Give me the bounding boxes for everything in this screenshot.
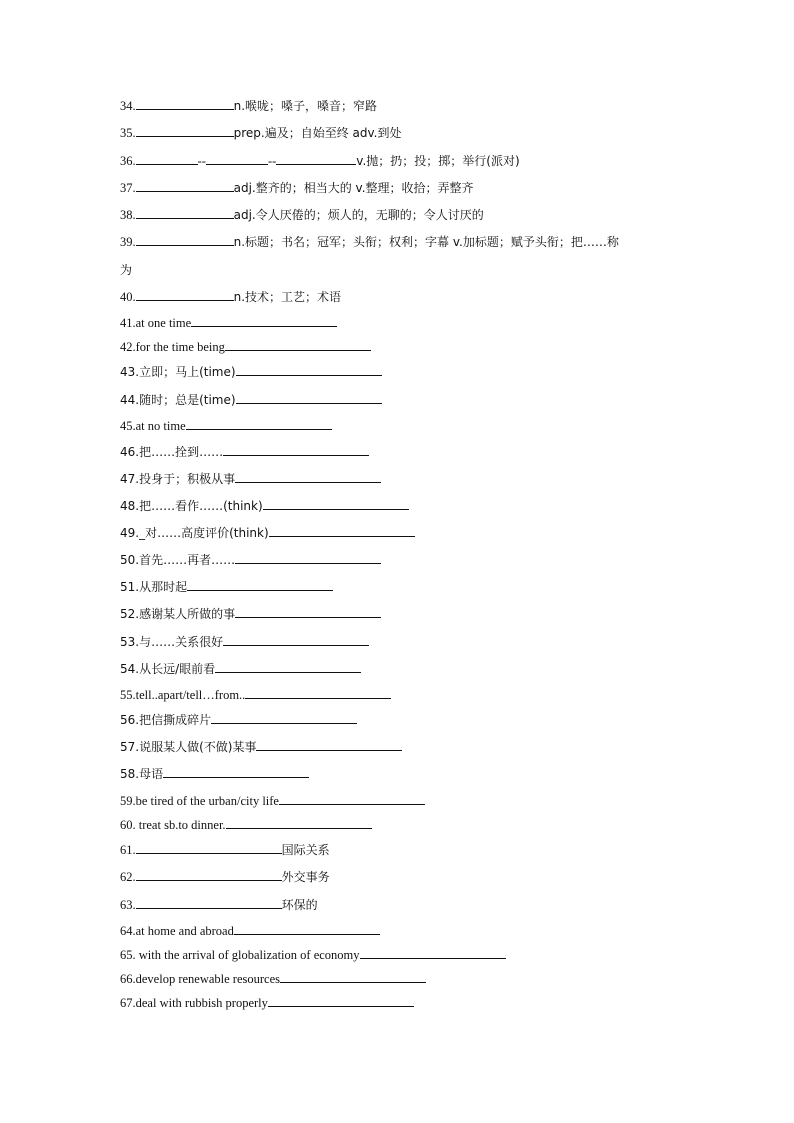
item-number: 61. xyxy=(120,843,136,857)
answer-blank[interactable] xyxy=(163,765,309,778)
item-prompt: 48.把……看作……(think) xyxy=(120,499,263,513)
item-50 xyxy=(120,551,381,568)
answer-blank[interactable] xyxy=(279,792,425,805)
answer-blank[interactable] xyxy=(136,97,234,110)
item-prompt: 60. treat sb.to dinner. xyxy=(120,818,226,832)
item-39-continuation: 为 xyxy=(120,263,133,277)
item-definition: adj.令人厌倦的；烦人的，无聊的；令人讨厌的 xyxy=(233,208,484,222)
item-number: 37. xyxy=(120,181,136,195)
answer-blank[interactable] xyxy=(256,738,402,751)
item-prompt: 43.立即；马上(time) xyxy=(120,365,236,379)
item-62 xyxy=(120,868,330,885)
answer-blank[interactable] xyxy=(245,686,391,699)
separator: -- xyxy=(267,154,277,168)
separator: -- xyxy=(197,154,206,168)
item-number: 35. xyxy=(120,126,136,140)
item-44 xyxy=(120,391,382,408)
item-prompt: 54.从长远/眼前看 xyxy=(120,662,216,676)
answer-blank[interactable] xyxy=(236,391,382,404)
item-34 xyxy=(120,97,377,114)
item-prompt: 55.tell..apart/tell…from.. xyxy=(120,688,246,702)
answer-blank[interactable] xyxy=(235,551,381,564)
answer-blank[interactable] xyxy=(280,970,426,983)
item-41 xyxy=(120,314,337,331)
answer-blank[interactable] xyxy=(136,206,234,219)
item-prompt: 52.感谢某人所做的事 xyxy=(120,607,236,621)
item-46 xyxy=(120,443,369,460)
answer-blank[interactable] xyxy=(136,868,282,881)
item-prompt: 51.从那时起 xyxy=(120,580,188,594)
item-45 xyxy=(120,417,332,434)
answer-blank[interactable] xyxy=(215,660,361,673)
item-definition: 国际关系 xyxy=(281,843,330,857)
item-53 xyxy=(120,633,369,650)
answer-blank[interactable] xyxy=(276,152,356,165)
item-58 xyxy=(120,765,309,782)
answer-blank[interactable] xyxy=(226,816,372,829)
item-prompt: 66.develop renewable resources xyxy=(120,972,280,986)
item-prompt: 41.at one time xyxy=(120,316,192,330)
answer-blank[interactable] xyxy=(234,922,380,935)
answer-blank[interactable] xyxy=(187,578,333,591)
item-47 xyxy=(120,470,381,487)
item-number: 34. xyxy=(120,99,136,113)
item-number: 40. xyxy=(120,290,136,304)
answer-blank[interactable] xyxy=(225,338,371,351)
item-prompt: 42.for the time being xyxy=(120,340,225,354)
item-number: 38. xyxy=(120,208,136,222)
item-59 xyxy=(120,792,425,809)
item-66 xyxy=(120,970,426,987)
item-54 xyxy=(120,660,361,677)
item-65 xyxy=(120,946,506,963)
answer-blank[interactable] xyxy=(236,363,382,376)
item-37 xyxy=(120,179,474,196)
item-definition: prep.遍及；自始至终 adv.到处 xyxy=(233,126,402,140)
answer-blank[interactable] xyxy=(191,314,337,327)
item-number: 62. xyxy=(120,870,136,884)
item-39 xyxy=(120,233,619,250)
answer-blank[interactable] xyxy=(136,233,234,246)
item-64 xyxy=(120,922,380,939)
answer-blank[interactable] xyxy=(223,443,369,456)
answer-blank[interactable] xyxy=(136,288,234,301)
answer-blank[interactable] xyxy=(136,841,282,854)
item-number: 63. xyxy=(120,898,136,912)
item-definition: n.标题；书名；冠军；头衔；权利；字幕 v.加标题；赋予头衔；把……称 xyxy=(233,235,619,249)
answer-blank[interactable] xyxy=(263,497,409,510)
item-prompt: 67.deal with rubbish properly xyxy=(120,996,268,1010)
answer-blank[interactable] xyxy=(223,633,369,646)
answer-blank[interactable] xyxy=(235,470,381,483)
item-definition: 环保的 xyxy=(281,898,318,912)
item-prompt: 58.母语 xyxy=(120,767,164,781)
answer-blank[interactable] xyxy=(269,524,415,537)
item-48 xyxy=(120,497,409,514)
item-prompt: 57.说服某人做(不做)某事 xyxy=(120,740,257,754)
item-definition: v.抛；扔；投；掷；举行(派对) xyxy=(356,154,520,168)
item-prompt: 59.be tired of the urban/city life xyxy=(120,794,279,808)
item-prompt: 44.随时；总是(time) xyxy=(120,393,236,407)
item-35 xyxy=(120,124,402,141)
item-43 xyxy=(120,363,382,380)
item-definition: 外交事务 xyxy=(281,870,330,884)
answer-blank[interactable] xyxy=(136,124,234,137)
item-67 xyxy=(120,994,414,1011)
item-52 xyxy=(120,605,381,622)
item-definition: adj.整齐的；相当大的 v.整理；收拾；弄整齐 xyxy=(233,181,474,195)
answer-blank[interactable] xyxy=(206,152,268,165)
item-36 xyxy=(120,152,520,169)
item-60 xyxy=(120,816,372,833)
item-number: 36. xyxy=(120,154,136,168)
item-prompt: 64.at home and abroad xyxy=(120,924,234,938)
answer-blank[interactable] xyxy=(235,605,381,618)
item-38 xyxy=(120,206,484,223)
item-49 xyxy=(120,524,415,541)
item-prompt: 49._对……高度评价(think) xyxy=(120,526,269,540)
item-42 xyxy=(120,338,371,355)
item-61 xyxy=(120,841,330,858)
answer-blank[interactable] xyxy=(186,417,332,430)
item-prompt: 46.把……拴到…… xyxy=(120,445,224,459)
item-number: 39. xyxy=(120,235,136,249)
item-55 xyxy=(120,686,391,703)
item-definition: n.喉咙；嗓子，嗓音；窄路 xyxy=(233,99,378,113)
item-prompt: 47.投身于；积极从事 xyxy=(120,472,236,486)
answer-blank[interactable] xyxy=(360,946,506,959)
answer-blank[interactable] xyxy=(268,994,414,1007)
item-prompt: 45.at no time xyxy=(120,419,186,433)
item-prompt: 65. with the arrival of globalization of economy xyxy=(120,948,360,962)
item-56 xyxy=(120,711,357,728)
item-prompt: 56.把信撕成碎片 xyxy=(120,713,212,727)
item-57 xyxy=(120,738,402,755)
answer-blank[interactable] xyxy=(136,152,198,165)
item-51 xyxy=(120,578,333,595)
answer-blank[interactable] xyxy=(136,896,282,909)
item-prompt: 50.首先……再者…… xyxy=(120,553,236,567)
item-prompt: 53.与……关系很好 xyxy=(120,635,224,649)
answer-blank[interactable] xyxy=(136,179,234,192)
answer-blank[interactable] xyxy=(211,711,357,724)
item-40 xyxy=(120,288,341,305)
item-63 xyxy=(120,896,318,913)
item-definition: n.技术；工艺；术语 xyxy=(233,290,342,304)
